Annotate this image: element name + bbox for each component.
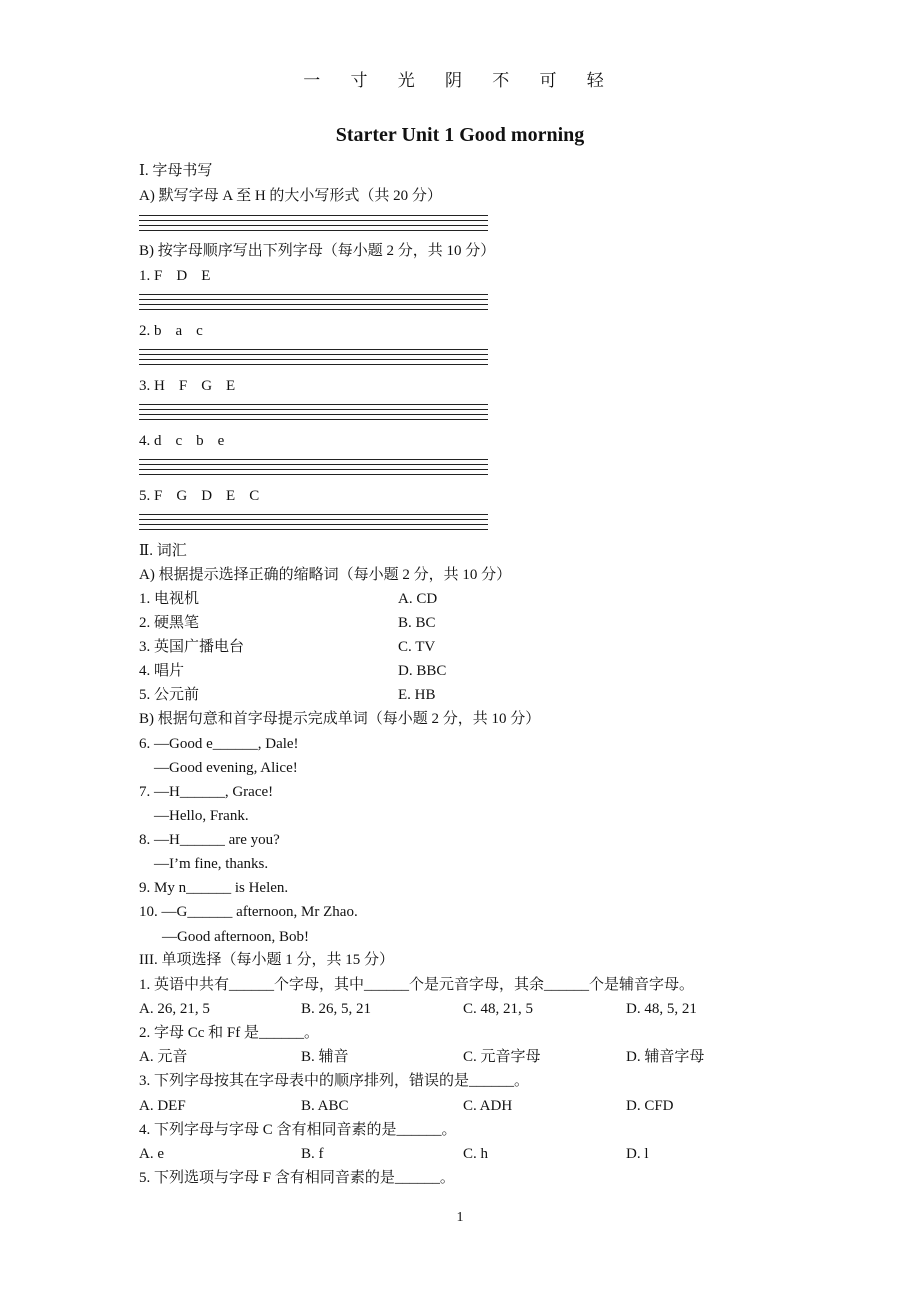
option: A. e — [139, 1146, 164, 1162]
option: B. 辅音 — [301, 1049, 349, 1065]
question: 5. 下列选项与字母 F 含有相同音素的是______。 — [139, 1170, 455, 1186]
letter-item — [139, 377, 235, 395]
option: B. f — [301, 1146, 324, 1162]
letter: E — [201, 268, 211, 284]
section-1-part-a: A) 默写字母 A 至 H 的大小写形式（共 20 分） — [139, 188, 442, 204]
section-1-part-b: B) 按字母顺序写出下列字母（每小题 2 分，共 10 分） — [139, 243, 496, 259]
fill-line: 7. —H______, Grace! — [139, 784, 274, 800]
question: 3. 下列字母按其在字母表中的顺序排列，错误的是______。 — [139, 1073, 530, 1089]
section-2-heading: Ⅱ. 词汇 — [139, 543, 187, 559]
option: A. DEF — [139, 1098, 186, 1114]
match-right: E. HB — [398, 687, 436, 703]
letter: D — [176, 268, 188, 284]
match-right: B. BC — [398, 615, 436, 631]
letter-item-label: 1. F — [139, 268, 163, 284]
letter: D — [201, 488, 213, 504]
letter: C — [249, 488, 260, 504]
option: D. 辅音字母 — [626, 1049, 705, 1065]
fill-line: —I’m fine, thanks. — [154, 856, 269, 872]
writing-lines — [139, 514, 488, 534]
letter: a — [175, 323, 183, 339]
writing-lines — [139, 404, 488, 424]
letter: E — [226, 378, 236, 394]
letter: G — [201, 378, 213, 394]
match-left: 5. 公元前 — [139, 687, 200, 703]
page-header: 一 寸 光 阴 不 可 轻 — [303, 71, 617, 90]
letter-item — [139, 432, 224, 450]
section-2-part-b: B) 根据句意和首字母提示完成单词（每小题 2 分，共 10 分） — [139, 711, 541, 727]
section-1-heading: Ⅰ. 字母书写 — [139, 163, 213, 179]
letter-item-label: 2. b — [139, 323, 162, 339]
match-right: D. BBC — [398, 663, 447, 679]
fill-line: 8. —H______ are you? — [139, 832, 280, 848]
writing-lines — [139, 294, 488, 314]
fill-line: —Hello, Frank. — [154, 808, 249, 824]
option: C. 48, 21, 5 — [463, 1001, 534, 1017]
option: D. CFD — [626, 1098, 674, 1114]
option: A. 元音 — [139, 1049, 188, 1065]
option: D. l — [626, 1146, 649, 1162]
option: C. 元音字母 — [463, 1049, 541, 1065]
writing-lines-a — [139, 215, 488, 235]
letter: e — [217, 433, 225, 449]
letter-item — [139, 487, 259, 505]
option: A. 26, 21, 5 — [139, 1001, 210, 1017]
writing-lines — [139, 459, 488, 479]
match-right: C. TV — [398, 639, 436, 655]
letter-item-label: 3. H — [139, 378, 165, 394]
letter: E — [226, 488, 236, 504]
section-3-heading: III. 单项选择（每小题 1 分，共 15 分） — [139, 952, 394, 968]
fill-line: 10. —G______ afternoon, Mr Zhao. — [139, 904, 358, 920]
option: C. ADH — [463, 1098, 513, 1114]
match-left: 2. 硬黑笔 — [139, 615, 200, 631]
letter: b — [196, 433, 204, 449]
section-2-part-a: A) 根据提示选择正确的缩略词（每小题 2 分，共 10 分） — [139, 567, 512, 583]
letter-item — [139, 322, 203, 340]
match-right: A. CD — [398, 591, 438, 607]
fill-line: —Good evening, Alice! — [154, 760, 298, 776]
question: 1. 英语中共有______个字母，其中______个是元音字母，其余______个是辅音字母。 — [139, 977, 695, 993]
page-number: 1 — [456, 1210, 464, 1225]
fill-line: —Good afternoon, Bob! — [162, 929, 310, 945]
letter: c — [196, 323, 203, 339]
question: 4. 下列字母与字母 C 含有相同音素的是______。 — [139, 1122, 457, 1138]
letter: G — [176, 488, 188, 504]
letter: F — [178, 378, 188, 394]
letter-item-label: 5. F — [139, 488, 163, 504]
match-left: 3. 英国广播电台 — [139, 639, 245, 655]
option: B. ABC — [301, 1098, 349, 1114]
match-left: 4. 唱片 — [139, 663, 185, 679]
option: C. h — [463, 1146, 489, 1162]
option: B. 26, 5, 21 — [301, 1001, 372, 1017]
question: 2. 字母 Cc 和 Ff 是______。 — [139, 1025, 320, 1041]
writing-lines — [139, 349, 488, 369]
fill-line: 6. —Good e______, Dale! — [139, 736, 299, 752]
match-left: 1. 电视机 — [139, 591, 200, 607]
letter: c — [175, 433, 183, 449]
letter-item — [139, 267, 210, 285]
letter-item-label: 4. d — [139, 433, 162, 449]
page-title: Starter Unit 1 Good morning — [335, 124, 585, 146]
option: D. 48, 5, 21 — [626, 1001, 697, 1017]
fill-line: 9. My n______ is Helen. — [139, 880, 289, 896]
